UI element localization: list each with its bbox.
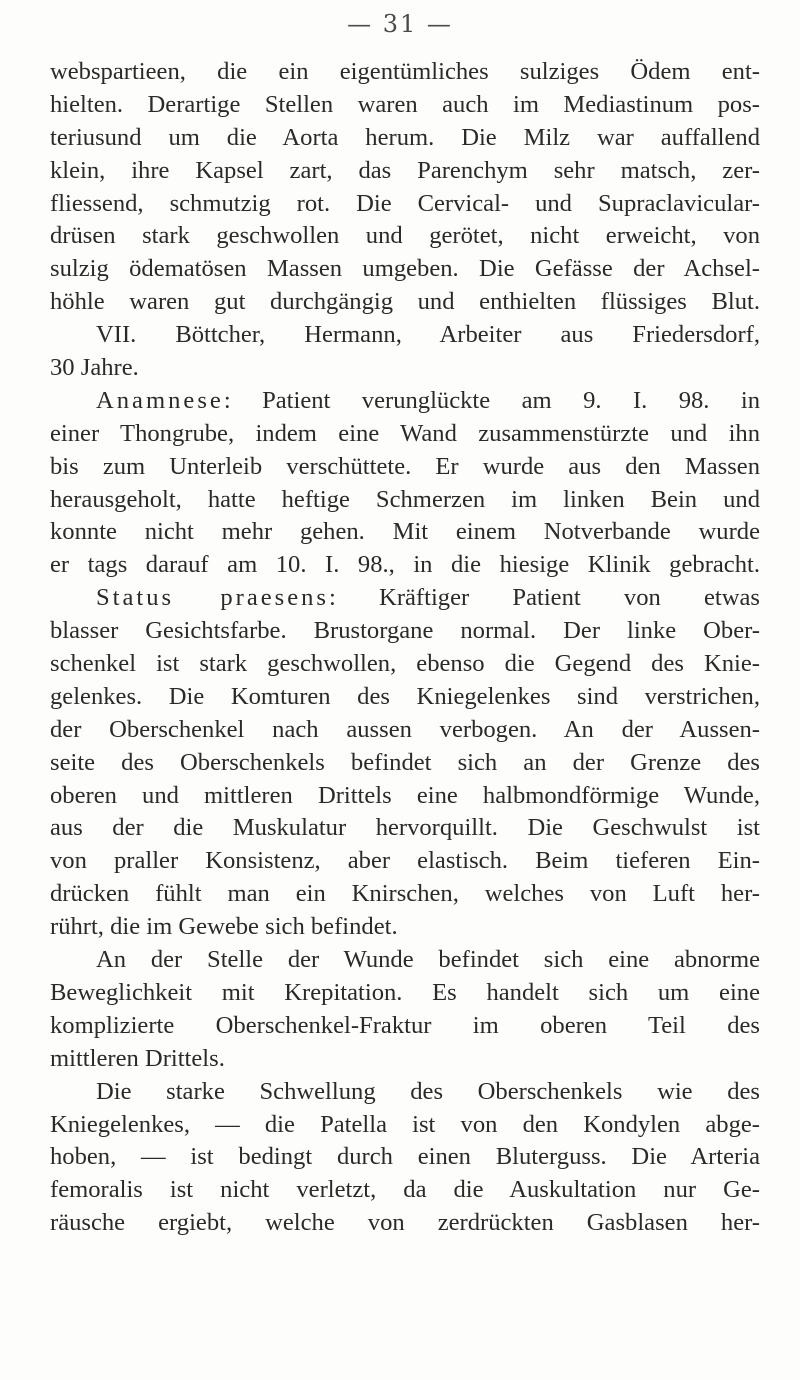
text-line: drücken fühlt man ein Knirschen, welches von Luft her- — [50, 880, 760, 908]
text-line: webspartieen, die ein eigentümliches sulziges Ödem ent- — [50, 58, 760, 85]
text-line: aus der die Muskulatur hervorquillt. Die Geschwulst ist — [50, 814, 760, 842]
section-label-status-praesens: Status praesens — [96, 584, 330, 612]
text-line: An der Stelle der Wunde befindet sich eine abnorme — [96, 946, 760, 974]
text-line: einer Thongrube, indem eine Wand zusammenstürzte und ihn — [50, 419, 760, 447]
text-line: der Oberschenkel nach aussen verbogen. An der Aussen- — [50, 715, 760, 743]
text-line: bis zum Unterleib verschüttete. Er wurde aus den Massen — [50, 452, 760, 480]
body-text — [50, 56, 760, 1240]
text-line: Beweglichkeit mit Krepitation. Es handelt sich um eine — [50, 978, 760, 1006]
text-fragment: : Patient verunglückte am 9. I. 98. in — [223, 386, 760, 414]
text-line: femoralis ist nicht verletzt, da die Auskultation nur Ge- — [50, 1176, 760, 1204]
text-line: herausgeholt, hatte heftige Schmerzen im linken Bein und — [50, 485, 760, 513]
text-line: VII. Böttcher, Hermann, Arbeiter aus Friedersdorf, — [96, 321, 760, 349]
text-fragment: : Kräftiger Patient von etwas — [329, 584, 760, 612]
paragraph-autopsy-continuation — [50, 56, 760, 319]
text-line: Kniegelenkes, — die Patella ist von den Kondylen abge- — [50, 1110, 760, 1138]
text-line: hoben, — ist bedingt durch einen Bluterguss. Die Arteria — [50, 1143, 760, 1171]
paragraph-status-praesens — [50, 582, 760, 944]
text-line: räusche ergiebt, welche von zerdrückten Gasblasen her- — [50, 1209, 760, 1237]
text-line: komplizierte Oberschenkel-Fraktur im oberen Teil des — [50, 1011, 760, 1039]
text-line: oberen und mittleren Drittels eine halbmondförmige Wunde, — [50, 781, 760, 809]
text-line: drüsen stark geschwollen und gerötet, nicht erweicht, von — [50, 222, 760, 250]
text-line: teriusund um die Aorta herum. Die Milz war auffallend — [50, 123, 760, 151]
text-line: sulzig ödematösen Massen umgeben. Die Gefässe der Achsel- — [50, 255, 760, 283]
text-line: schenkel ist stark geschwollen, ebenso die Gegend des Knie- — [50, 650, 760, 678]
text-line: seite des Oberschenkels befindet sich an der Grenze des — [50, 748, 760, 776]
text-line: konnte nicht mehr gehen. Mit einem Notverbande wurde — [50, 518, 760, 546]
text-line: rührt, die im Gewebe sich befindet. — [50, 913, 398, 941]
text-line: fliessend, schmutzig rot. Die Cervical- und Supraclavicular- — [50, 189, 760, 217]
text-line: höhle waren gut durchgängig und enthielten flüssiges Blut. — [50, 288, 760, 316]
text-line — [50, 385, 760, 418]
paragraph-wound-finding — [50, 944, 760, 1076]
paragraph-anamnese — [50, 385, 760, 582]
text-line: mittleren Drittels. — [50, 1044, 225, 1072]
text-line: von praller Konsistenz, aber elastisch. Beim tieferen Ein- — [50, 847, 760, 875]
text-line — [50, 582, 760, 615]
page-number: — 31 — — [347, 10, 453, 38]
text-line: gelenkes. Die Komturen des Kniegelenkes sind verstrichen, — [50, 682, 760, 710]
paragraph-swelling — [50, 1076, 760, 1240]
paragraph-case-heading — [50, 319, 760, 385]
text-line: er tags darauf am 10. I. 98., in die hiesige Klinik gebracht. — [50, 551, 760, 579]
text-line: blasser Gesichtsfarbe. Brustorgane normal. Der linke Ober- — [50, 617, 760, 645]
text-line: Die starke Schwellung des Oberschenkels wie des — [96, 1077, 760, 1105]
section-label-anamnese: Anamnese — [96, 386, 224, 414]
text-line: klein, ihre Kapsel zart, das Parenchym sehr matsch, zer- — [50, 156, 760, 184]
text-line: 30 Jahre. — [50, 354, 139, 382]
text-line: hielten. Derartige Stellen waren auch im Mediastinum pos- — [50, 90, 760, 118]
